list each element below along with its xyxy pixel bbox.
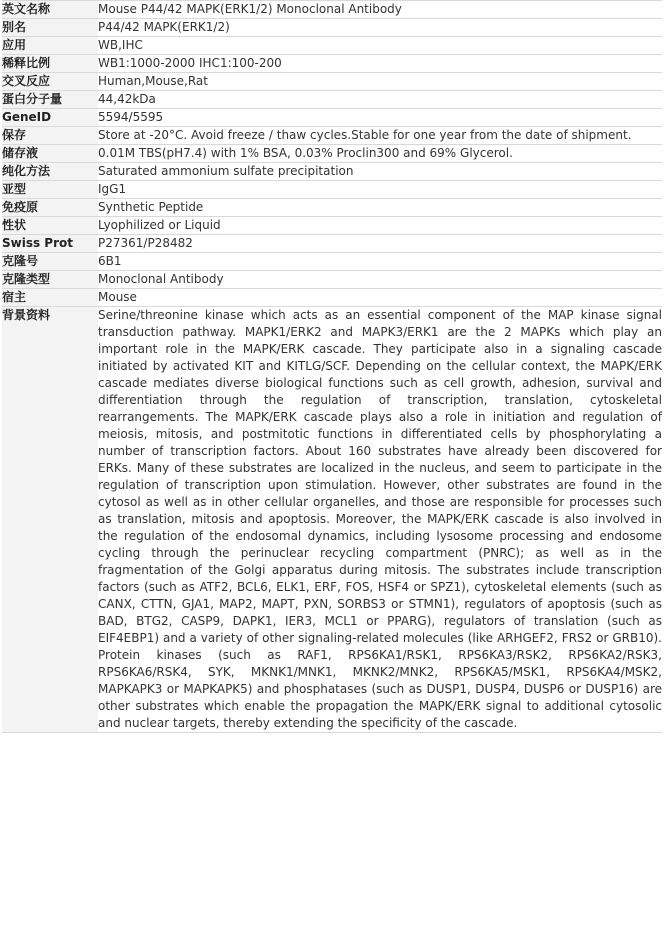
spec-row-isotype	[2, 181, 662, 199]
row-value: Store at -20°C. Avoid freeze / thaw cycles.Stable for one year from the date of shipment.	[98, 127, 662, 145]
row-label: 英文名称	[2, 1, 98, 19]
row-value: WB1:1000-2000 IHC1:100-200	[98, 55, 662, 73]
spec-row-clonality	[2, 271, 662, 289]
row-label: 纯化方法	[2, 163, 98, 181]
product-spec-table	[2, 0, 662, 733]
row-label: 克隆类型	[2, 271, 98, 289]
row-value: Saturated ammonium sulfate precipitation	[98, 163, 662, 181]
row-label: 保存	[2, 127, 98, 145]
row-value: IgG1	[98, 181, 662, 199]
row-value: 6B1	[98, 253, 662, 271]
row-value: P44/42 MAPK(ERK1/2)	[98, 19, 662, 37]
spec-row-immunogen	[2, 199, 662, 217]
row-value: WB,IHC	[98, 37, 662, 55]
row-label: 背景资料	[2, 307, 98, 733]
row-value: Human,Mouse,Rat	[98, 73, 662, 91]
spec-row-alias	[2, 19, 662, 37]
row-label: 别名	[2, 19, 98, 37]
spec-row-form	[2, 217, 662, 235]
row-label: 免疫原	[2, 199, 98, 217]
row-label: GeneID	[2, 109, 98, 127]
row-value: P27361/P28482	[98, 235, 662, 253]
row-label: 蛋白分子量	[2, 91, 98, 109]
row-value: Lyophilized or Liquid	[98, 217, 662, 235]
row-value: Mouse P44/42 MAPK(ERK1/2) Monoclonal Antibody	[98, 1, 662, 19]
spec-row-clone-number	[2, 253, 662, 271]
row-value: Monoclonal Antibody	[98, 271, 662, 289]
row-label: 亚型	[2, 181, 98, 199]
spec-row-application	[2, 37, 662, 55]
row-label: 宿主	[2, 289, 98, 307]
row-label: 稀释比例	[2, 55, 98, 73]
row-value: Mouse	[98, 289, 662, 307]
spec-row-purification	[2, 163, 662, 181]
row-value: Synthetic Peptide	[98, 199, 662, 217]
spec-row-storage-buffer	[2, 145, 662, 163]
spec-row-reactivity	[2, 73, 662, 91]
row-value: 0.01M TBS(pH7.4) with 1% BSA, 0.03% Proclin300 and 69% Glycerol.	[98, 145, 662, 163]
spec-row-english-name	[2, 1, 662, 19]
spec-row-molecular-weight	[2, 91, 662, 109]
spec-row-swiss-prot	[2, 235, 662, 253]
spec-row-gene-id	[2, 109, 662, 127]
spec-row-storage	[2, 127, 662, 145]
spec-row-host	[2, 289, 662, 307]
row-value: 44,42kDa	[98, 91, 662, 109]
background-description: Serine/threonine kinase which acts as an essential component of the MAP kinase signal transduction pathway. MAPK1/ERK2 and MAPK3/ERK1 are the 2 MAPKs which play an important role in the MAPK/ERK cascade. They participate also in a signaling cascade initiated by activated KIT and KITLG/SCF. Depending on the cellular context, the MAPK/ERK cascade mediates diverse biological functions such as cell growth, adhesion, survival and differentiation through the regulation of transcription, translation, cytoskeletal rearrangements. The MAPK/ERK cascade plays also a role in initiation and regulation of meiosis, mitosis, and postmitotic functions in differentiated cells by phosphorylating a number of transcription factors. About 160 substrates have already been discovered for ERKs. Many of these substrates are localized in the nucleus, and seem to participate in the regulation of transcription upon stimulation. However, other substrates are found in the cytosol as well as in other cellular organelles, and those are responsible for processes such as translation, mitosis and apoptosis. Moreover, the MAPK/ERK cascade is also involved in the regulation of the endosomal dynamics, including lysosome processing and endosome cycling through the perinuclear recycling compartment (PNRC); as well as in the fragmentation of the Golgi apparatus during mitosis. The substrates include transcription factors (such as ATF2, BCL6, ELK1, ERF, FOS, HSF4 or SPZ1), cytoskeletal elements (such as CANX, CTTN, GJA1, MAP2, MAPT, PXN, SORBS3 or STMN1), regulators of apoptosis (such as BAD, BTG2, CASP9, DAPK1, IER3, MCL1 or PPARG), regulators of translation (such as EIF4EBP1) and a variety of other signaling-related molecules (like ARHGEF2, FRS2 or GRB10). Protein kinases (such as RAF1, RPS6KA1/RSK1, RPS6KA3/RSK2, RPS6KA2/RSK3, RPS6KA6/RSK4, SYK, MKNK1/MNK1, MKNK2/MNK2, RPS6KA5/MSK1, RPS6KA4/MSK2, MAPKAPK3 or MAPKAPK5) and phosphatases (such as DUSP1, DUSP4, DUSP6 or DUSP16) are other substrates which enable the propagation the MAPK/ERK signal to additional cytosolic and nuclear targets, thereby extending the specificity of the cascade.	[98, 307, 662, 733]
row-value: 5594/5595	[98, 109, 662, 127]
spec-table-body	[2, 1, 662, 733]
row-label: 储存液	[2, 145, 98, 163]
row-label: 应用	[2, 37, 98, 55]
row-label: 性状	[2, 217, 98, 235]
spec-row-dilution	[2, 55, 662, 73]
row-label: Swiss Prot	[2, 235, 98, 253]
row-label: 克隆号	[2, 253, 98, 271]
spec-row-background	[2, 307, 662, 733]
row-label: 交叉反应	[2, 73, 98, 91]
